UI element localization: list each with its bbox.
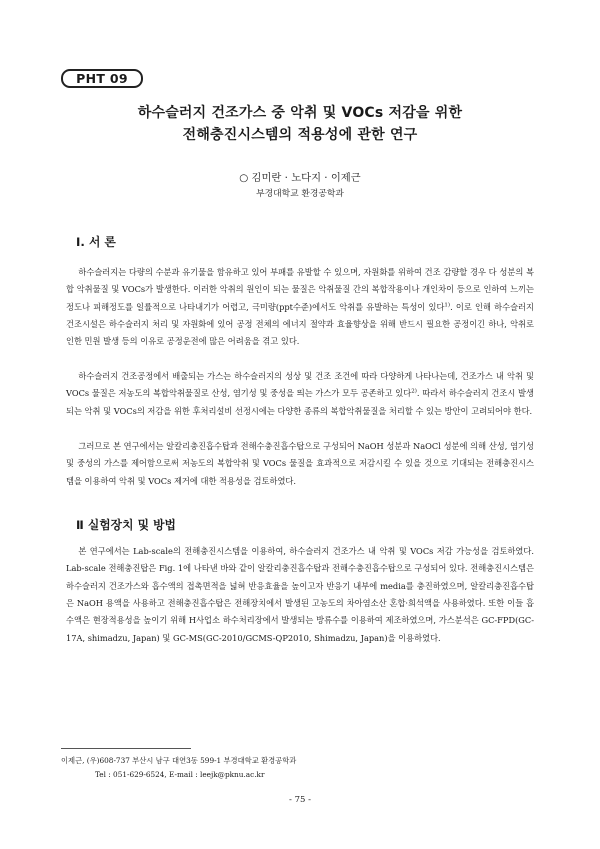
section-heading-methods: Ⅱ 실험장치 및 방법 (76, 518, 176, 532)
methods-paragraph-1: 본 연구에서는 Lab-scale의 전해충진시스템을 이용하여, 하수슬러지 건조가스 내 악취 및 VOCs 저감 가능성을 검토하였다. Lab-scale 전해충진탑은 Fig. 1에 나타낸 바와 같이 알칼리충진흡수탑과 전해수충진흡수탑으로 구성되어 있다. 전해충진시스템은 하수슬러지 건조가스와 흡수액의 접촉면적을 넓혀 반응효율을 높이고자 반응기 내부에 media를 충진하였으며, 알칼리충진흡수탑은 NaOH 용액을 사용하고 전해충진흡수탑은 전해장치에서 발생된 고농도의 차아염소산 혼합·희석액을 사용하였다. 또한 이들 흡수액은 현장적용성을 높이기 위해 H사업소 하수처리장에서 발생되는 방류수를 이용하여 제조하였으며, 가스분석은 GC-FPD(GC-17A, shimadzu, Japan) 및 GC-MS(GC-2010/GCMS-QP2010, Shimadzu, Japan)을 이용하였다. (66, 546, 534, 643)
intro-paragraph-1-text-a: 하수슬러지는 다량의 수분과 유기물을 함유하고 있어 부패를 유발할 수 있으며, 자원화를 위하여 건조 감량할 경우 다 성분의 복합 악취물질 및 VOCs가 발생한다. 이러한 악취의 원인이 되는 물질은 악취물질 간의 복합작용이나 개인차이 등으로 인하여 느끼는 정도나 피해정도를 일률적으로 나타내기가 어렵고, 극미량(ppt수준)에서도 악취를 유발하는 특성이 있다 (66, 267, 534, 312)
paper-title-line1: 하수슬러지 건조가스 중 악취 및 VOCs 저감을 위한 (137, 105, 463, 121)
intro-paragraph-1-text-b: . 이로 인해 하수슬러지 건조시설은 하수슬러지 처리 및 자원화에 있어 공정 전체의 에너지 절약과 효율향상을 위해 반드시 필요한 공정이긴 하나, 악취로 인한 민원 발생 등의 이유로 공정운전에 많은 어려움을 겪고 있다. (66, 301, 535, 347)
intro-paragraph-3: 그러므로 본 연구에서는 알칼리충진흡수탑과 전해수충진흡수탑으로 구성되어 NaOH 성분과 NaOCl 성분에 의해 산성, 염기성 및 중성의 가스를 제어함으로써 저농도의 복합악취 및 VOCs 물질을 효과적으로 저감시킬 수 있을 것으로 기대되는 전해충진시스템을 이용하여 악취 및 VOCs 제거에 대한 적용성을 검토하였다. (66, 441, 534, 486)
intro-paragraph-1 (66, 264, 534, 351)
affiliation: 부경대학교 환경공학과 (256, 189, 344, 199)
footnote-divider (61, 748, 191, 749)
session-badge: PHT 09 (61, 69, 143, 88)
footnote-address: 이제근, (우)608-737 부산시 남구 대연3동 599-1 부경대학교 환경공학과 (61, 756, 297, 765)
citation-ref-2: 2) (411, 388, 417, 395)
citation-ref-1: 1) (444, 301, 451, 308)
intro-paragraph-2 (66, 368, 534, 420)
intro-paragraph-2-text-b: . 따라서 하수슬러지 건조시 발생되는 악취 및 VOCs의 저감을 위한 후처리설비 선정시에는 다양한 종류의 복합악취물질을 처리할 수 있는 방안이 고려되어야 한다. (66, 388, 534, 416)
footnote-contact: Tel : 051-629-6524, E-mail : leejk@pknu.ac.kr (95, 770, 265, 779)
paper-title-line2: 전해충진시스템의 적용성에 관한 연구 (182, 127, 418, 143)
intro-paragraph-2-text-a: 하수슬러지 건조공정에서 배출되는 가스는 하수슬러지의 성상 및 건조 조건에 따라 다양하게 나타나는데, 건조가스 내 악취 및 VOCs 물질은 저농도의 복합악취물질로 산성, 염기성 및 중성을 띄는 가스가 모두 공존하고 있다 (66, 371, 534, 399)
authors: ○ 김미란 · 노다지 · 이제근 (239, 172, 361, 184)
page-number: - 75 - (289, 795, 311, 805)
section-heading-introduction: Ⅰ. 서 론 (76, 235, 116, 249)
